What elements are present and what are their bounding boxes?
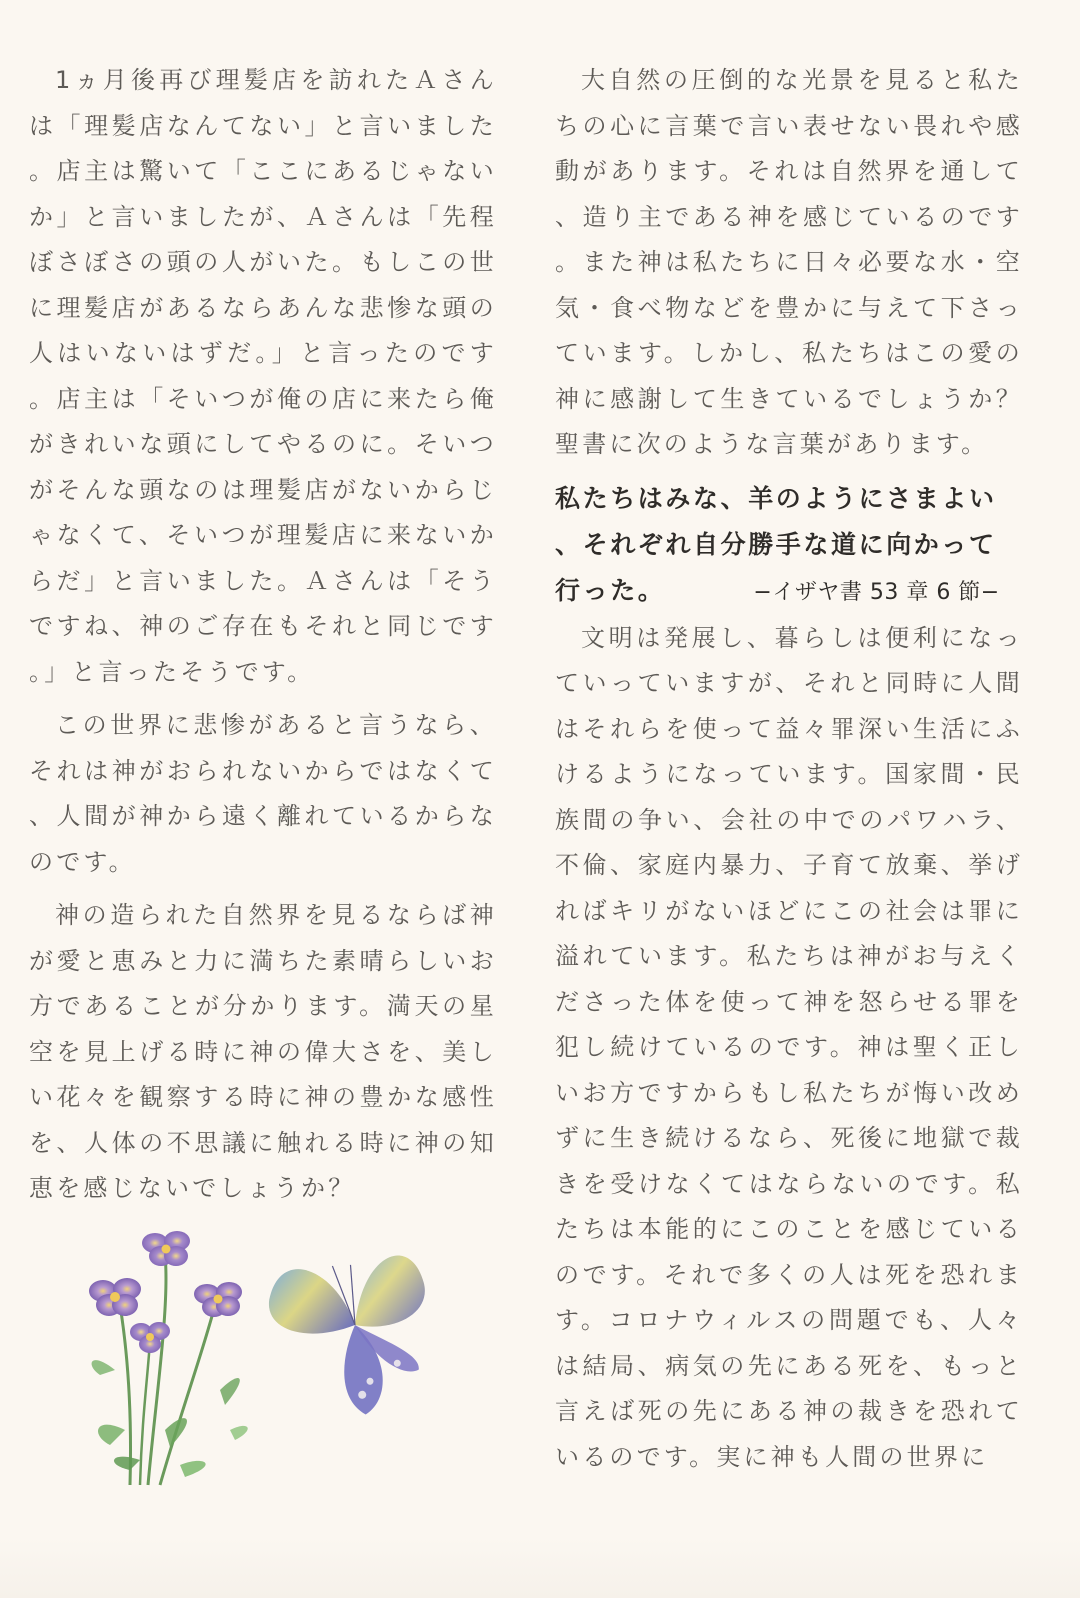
bible-quote-text: 私たちはみな、羊のようにさまよい、それぞれ自分勝手な道に向かって行った。 [555, 483, 997, 605]
right-paragraph-1: 大自然の圧倒的な光景を見ると私たちの心に言葉で言い表せない畏れや感動があります。それは自然界を通して、造り主である神を感じているのです。また神は私たちに日々必要な水・空気・食べ物などを豊かに与えて下さっています。しかし、私たちはこの愛の神に感謝して生きているでしょうか？聖書に次のような言葉があります。 [555, 66, 1023, 458]
left-paragraph-2: この世界に悲惨があると言うなら、それは神がおられないからではなくて、人間が神から遠く離れているからなのです。 [29, 711, 497, 876]
bible-quote-source: −イザヤ書 53 章 6 節− [753, 579, 1000, 605]
bible-quote [555, 476, 1023, 616]
left-paragraph-1: 1ヵ月後再び理髪店を訪れたＡさんは「理髪店なんてない」と言いました。店主は驚いて「ここにあるじゃないか」と言いましたが、Ａさんは「先程ぼさぼさの頭の人がいた。もしこの世に理髪店があるならあんな悲惨な頭の人はいないはずだ。」と言ったのです。店主は「そいつが俺の店に来たら俺がきれいな頭にしてやるのに。そいつがそんな頭なのは理髪店がないからじゃなくて、そいつが理髪店に来ないからだ」と言いました。Ａさんは「そうですね、神のご存在もそれと同じです。」と言ったそうです。 [29, 66, 497, 686]
bottom-fade [0, 1538, 1080, 1598]
left-paragraph-3: 神の造られた自然界を見るならば神が愛と恵みと力に満ちた素晴らしいお方であることが分かります。満天の星空を見上げる時に神の偉大さを、美しい花々を観察する時に神の豊かな感性を、人体の不思議に触れる時に神の知恵を感じないでしょうか？ [29, 901, 497, 1202]
right-column [555, 58, 1023, 1488]
left-column [29, 58, 497, 1220]
violet-flowers-illustration [70, 1215, 470, 1495]
butterfly-illustration [263, 1248, 444, 1428]
right-paragraph-2: 文明は発展し、暮らしは便利になっていっていますが、それと同時に人間はそれらを使って益々罪深い生活にふけるようになっています。国家間・民族間の争い、会社の中でのパワハラ、不倫、家庭内暴力、子育て放棄、挙げればキリがないほどにこの社会は罪に溢れています。私たちは神がお与えくださった体を使って神を怒らせる罪を犯し続けているのです。神は聖く正しいお方ですからもし私たちが悔い改めずに生き続けるなら、死後に地獄で裁きを受けなくてはならないのです。私たちは本能的にこのことを感じているのです。それで多くの人は死を恐れます。コロナウィルスの問題でも、人々は結局、病気の先にある死を、もっと言えば死の先にある神の裁きを恐れているのです。実に神も人間の世界に [555, 623, 1023, 1471]
